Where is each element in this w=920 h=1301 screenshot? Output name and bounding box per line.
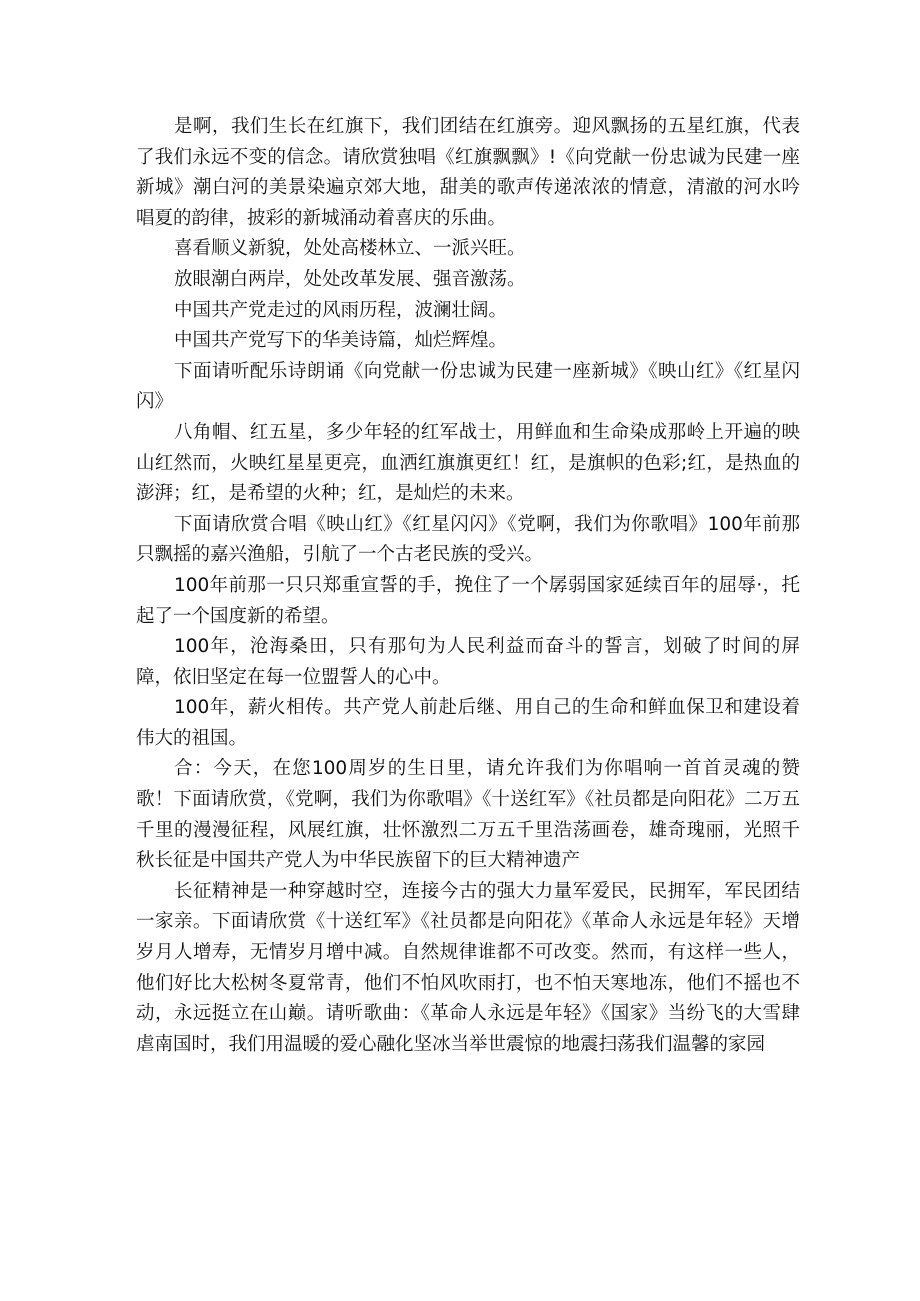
paragraph-100-years-torch: 100年，薪火相传。共产党人前赴后继、用自己的生命和鲜血保卫和建设着伟大的祖国。 [136,697,800,749]
paragraph-chorus: 下面请欣赏合唱《映山红》《红星闪闪》《党啊，我们为你歌唱》100年前那只飘摇的嘉兴渔船，引航了一个古老民族的受兴。 [136,513,800,566]
paragraph-oath-hands: 100年前那一只只郑重宣誓的手，挽住了一个孱弱国家延续百年的屈辱·，托起了一个国度新的希望。 [136,574,800,627]
paragraph-poetry-recital: 下面请听配乐诗朗诵《向党献一份忠诚为民建一座新城》《映山红》《红星闪闪》 [136,360,800,413]
paragraph-red-star: 八角帽、红五星，多少年轻的红军战士，用鲜血和生命染成那岭上开遍的映山红然而，火映红星星更亮，血洒红旗旗更红！红，是旗帜的色彩;红，是热血的澎湃；红，是希望的火种；红，是灿烂的未来。 [136,421,800,505]
paragraph-shunyi-new-look: 喜看顺义新貌，处处高楼林立、一派兴旺。 [174,238,526,260]
paragraph-party-poems: 中国共产党写下的华美诗篇，灿烂辉煌。 [174,330,508,352]
paragraph-long-march-spirit: 长征精神是一种穿越时空，连接今古的强大力量军爱民，民拥军，军民团结一家亲。下面请欣赏《十送红军》《社员都是向阳花》《革命人永远是年轻》天增岁月人增寿，无情岁月增中减。自然规律谁都不可改变。然而，有这样一些人，他们好比大松树冬夏常青，他们不怕风吹雨打，也不怕天寒地冻，他们不摇也不动，永远挺立在山巅。请听歌曲：《革命人永远是年轻》《国家》当纷飞的大雪肆虐南国时，我们用温暖的爱心融化坚冰当举世震惊的地震扫荡我们温馨的家园 [136,880,800,1055]
document-body [136,112,800,1060]
paragraph-birthday-chorus: 合：今天，在您100周岁的生日里，请允许我们为你唱响一首首灵魂的赞歌！下面请欣赏，《党啊，我们为你歌唱》《十送红军》《社员都是向阳花》二万五千里的漫漫征程，风展红旗，壮怀激烈二万五千里浩荡画卷，雄奇瑰丽，光照千秋长征是中国共产党人为中华民族留下的巨大精神遗产 [136,758,800,872]
paragraph-100-years-oath: 100年，沧海桑田，只有那句为人民利益而奋斗的誓言，划破了时间的屏障，依旧坚定在每一位盟誓人的心中。 [136,636,800,688]
paragraph-party-history: 中国共产党走过的风雨历程，波澜壮阔。 [174,299,508,321]
paragraph-chaobai-banks: 放眼潮白两岸，处处改革发展、强音激荡。 [174,268,526,290]
paragraph-red-flag: 是啊，我们生长在红旗下，我们团结在红旗旁。迎风飘扬的五星红旗，代表了我们永远不变的信念。请欣赏独唱《红旗飘飘》!《向党献一份忠诚为民建一座新城》潮白河的美景染遍京郊大地，甜美的歌声传递浓浓的情意，清澈的河水吟唱夏的韵律，披彩的新城涌动着喜庆的乐曲。 [136,116,800,229]
